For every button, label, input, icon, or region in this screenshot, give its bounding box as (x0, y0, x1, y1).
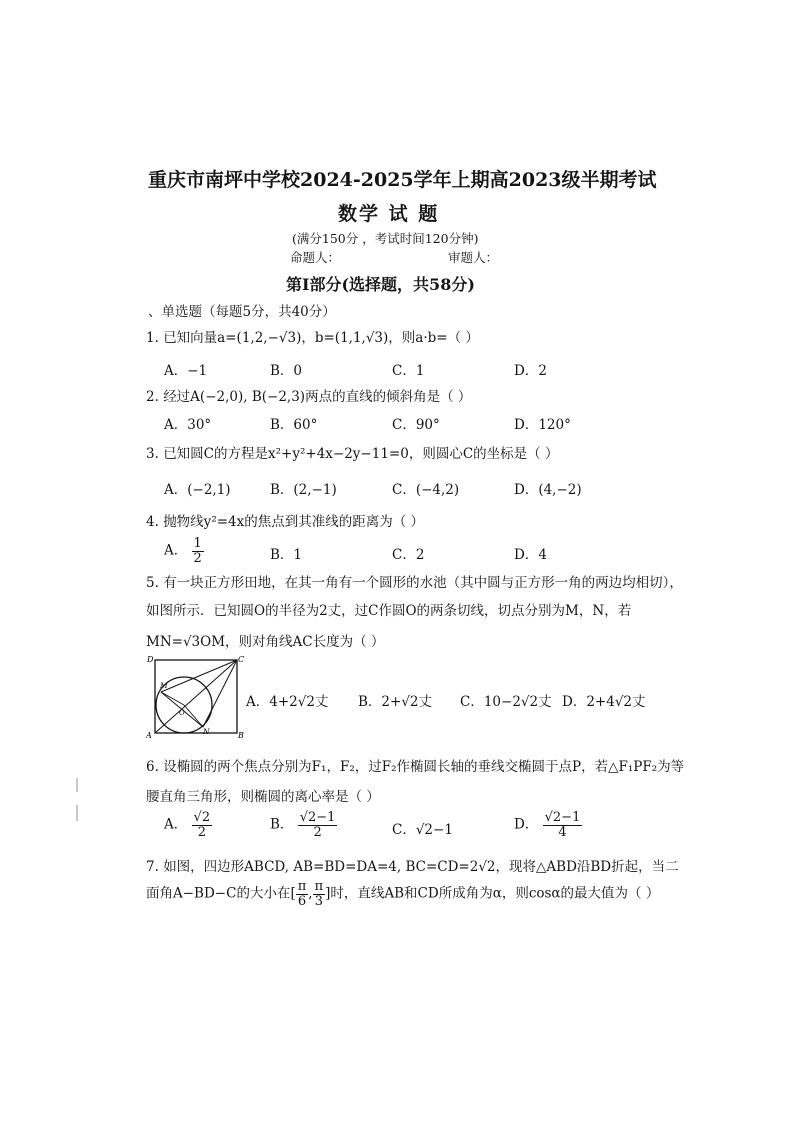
question-4-option-a (164, 537, 204, 565)
exam-subtitle: 数学 试 题 (338, 203, 440, 225)
question-4-option-b: B．1 (270, 547, 303, 563)
question-6-option-a (164, 811, 212, 839)
tangent-cn (203, 660, 237, 727)
question-2-option-b: B．60° (270, 417, 318, 433)
scan-artifact (76, 778, 78, 792)
fraction-numerator: π (314, 879, 324, 894)
fraction-denominator: 6 (297, 893, 307, 909)
fraction-numerator: √2−1 (544, 810, 581, 825)
question-6-stem-line1 (146, 755, 684, 775)
question-4-option-c: C．2 (392, 547, 425, 563)
question-3-option-b: B．(2,−1) (270, 482, 337, 498)
question-text: 已知向量a=(1,2,−√3)，b=(1,1,√3)，则a·b=（ ） (163, 330, 479, 346)
question-6-option-d (514, 811, 582, 839)
option-letter: A． (164, 816, 188, 833)
question-3-stem (146, 442, 558, 462)
question-5-stem-line3: MN=√3OM，则对角线AC长度为（ ） (146, 634, 385, 650)
question-4-option-d: D．4 (514, 547, 547, 563)
question-6-option-c: C．√2−1 (392, 822, 453, 838)
question-2-option-a: A．30° (164, 417, 212, 433)
question-number: 3. (146, 446, 159, 462)
fraction-numerator: π (297, 879, 307, 894)
question-text: ]时，直线AB和CD所成角为α，则cosα的最大值为（ ） (325, 885, 660, 902)
question-text: 如图，四边形ABCD, AB=BD=DA=4, BC=CD=2√2，现将△ABD沿BD折起，当二 (163, 859, 679, 875)
question-number: 2. (146, 389, 159, 405)
fraction (298, 811, 338, 839)
question-1-option-d: D．2 (514, 363, 547, 379)
fraction (543, 811, 583, 839)
fraction-denominator: 4 (558, 824, 567, 840)
question-text: 已知圆C的方程是x²+y²+4x−2y−11=0，则圆心C的坐标是（ ） (163, 446, 559, 462)
figure-label-n: N (203, 727, 210, 736)
fraction-denominator: 2 (313, 824, 322, 840)
question-number: 1. (146, 330, 159, 346)
scan-artifact (76, 805, 78, 821)
question-1-option-b: B．0 (270, 363, 303, 379)
diagonal-ac (155, 660, 237, 733)
figure-label-m: M (160, 681, 168, 690)
figure-label-a: A (146, 731, 152, 738)
fraction (296, 880, 309, 908)
fraction (192, 537, 204, 565)
question-5-option-a: A．4+2√2丈 (246, 694, 329, 710)
part-heading: 第Ⅰ部分(选择题，共58分) (286, 275, 475, 294)
option-letter: D． (514, 816, 539, 833)
question-1-option-c: C．1 (392, 363, 425, 379)
fraction-numerator: 1 (193, 536, 202, 551)
fraction-numerator: √2−1 (299, 810, 336, 825)
question-number: 6. (146, 759, 159, 775)
question-5-stem-line1 (146, 571, 683, 591)
author-label: 命题人： (290, 250, 341, 265)
option-letter: B． (270, 816, 294, 833)
section-heading: 、单选题（每题5分，共40分） (148, 304, 336, 320)
question-5-option-c: C．10−2√2丈 (460, 694, 552, 710)
question-4-stem (146, 510, 424, 530)
reviewer-label: 审题人： (448, 250, 499, 265)
question-5-stem-line2: 如图所示．已知圆O的半径为2丈，过C作圆O的两条切线，切点分别为M，N，若 (146, 603, 632, 619)
question-number: 7. (146, 859, 159, 875)
fraction (192, 811, 213, 839)
question-3-option-d: D．(4,−2) (514, 482, 582, 498)
question-7-stem-line2: 面角A−BD−C的大小在[ $\frac{\pi}{6}$ , $\frac{\pi}{3}$ ]时，直线AB和CD所成角为α，则cosα的最大值为（ ） (146, 879, 660, 909)
exam-info: (满分150分 ，考试时间120分钟) (292, 231, 479, 246)
question-5-option-d: D．2+4√2丈 (562, 694, 646, 710)
question-7-stem-line1 (146, 855, 679, 875)
figure-label-b: B (238, 731, 244, 738)
fraction (313, 880, 326, 908)
option-letter: A． (164, 542, 188, 559)
question-1-option-a: A．−1 (164, 363, 208, 379)
question-6-option-b (270, 811, 337, 839)
question-text: 面角A−BD−C的大小在[ (146, 885, 296, 902)
figure-label-o: O (179, 709, 185, 717)
fraction-numerator: √2 (193, 810, 211, 825)
figure-label-d: D (147, 655, 154, 664)
question-number: 4. (146, 514, 159, 530)
question-5-option-b: B．2+√2丈 (358, 694, 433, 710)
radius-on (184, 705, 203, 727)
exam-title: 重庆市南坪中学校2024-2025学年上期高2023级半期考试 (148, 169, 657, 191)
figure-label-c: C (238, 655, 245, 664)
question-2-stem (146, 385, 471, 405)
question-text: 设椭圆的两个焦点分别为F₁，F₂，过F₂作椭圆长轴的垂线交椭圆于点P，若△F₁PF₂为等 (163, 759, 685, 775)
question-number: 5. (146, 575, 159, 591)
fraction-denominator: 2 (193, 550, 202, 566)
question-text: 有一块正方形田地，在其一角有一个圆形的水池（其中圆与正方形一角的两边均相切）， (163, 575, 683, 591)
fraction-denominator: 2 (197, 824, 206, 840)
question-text: 经过A(−2,0), B(−2,3)两点的直线的倾斜角是（ ） (163, 389, 472, 405)
question-2-option-c: C．90° (392, 417, 440, 433)
question-2-option-d: D．120° (514, 417, 571, 433)
fraction-denominator: 3 (314, 893, 323, 909)
question-text: 抛物线y²=4x的焦点到其准线的距离为（ ） (163, 514, 425, 530)
question-1-stem (146, 326, 479, 346)
question-3-option-c: C．(−4,2) (392, 482, 460, 498)
radius-om (161, 692, 184, 705)
question-5-figure (146, 652, 246, 738)
tangent-cm (161, 660, 237, 692)
question-3-option-a: A．(−2,1) (164, 482, 231, 498)
question-6-stem-line2: 腰直角三角形，则椭圆的离心率是（ ） (146, 789, 380, 805)
